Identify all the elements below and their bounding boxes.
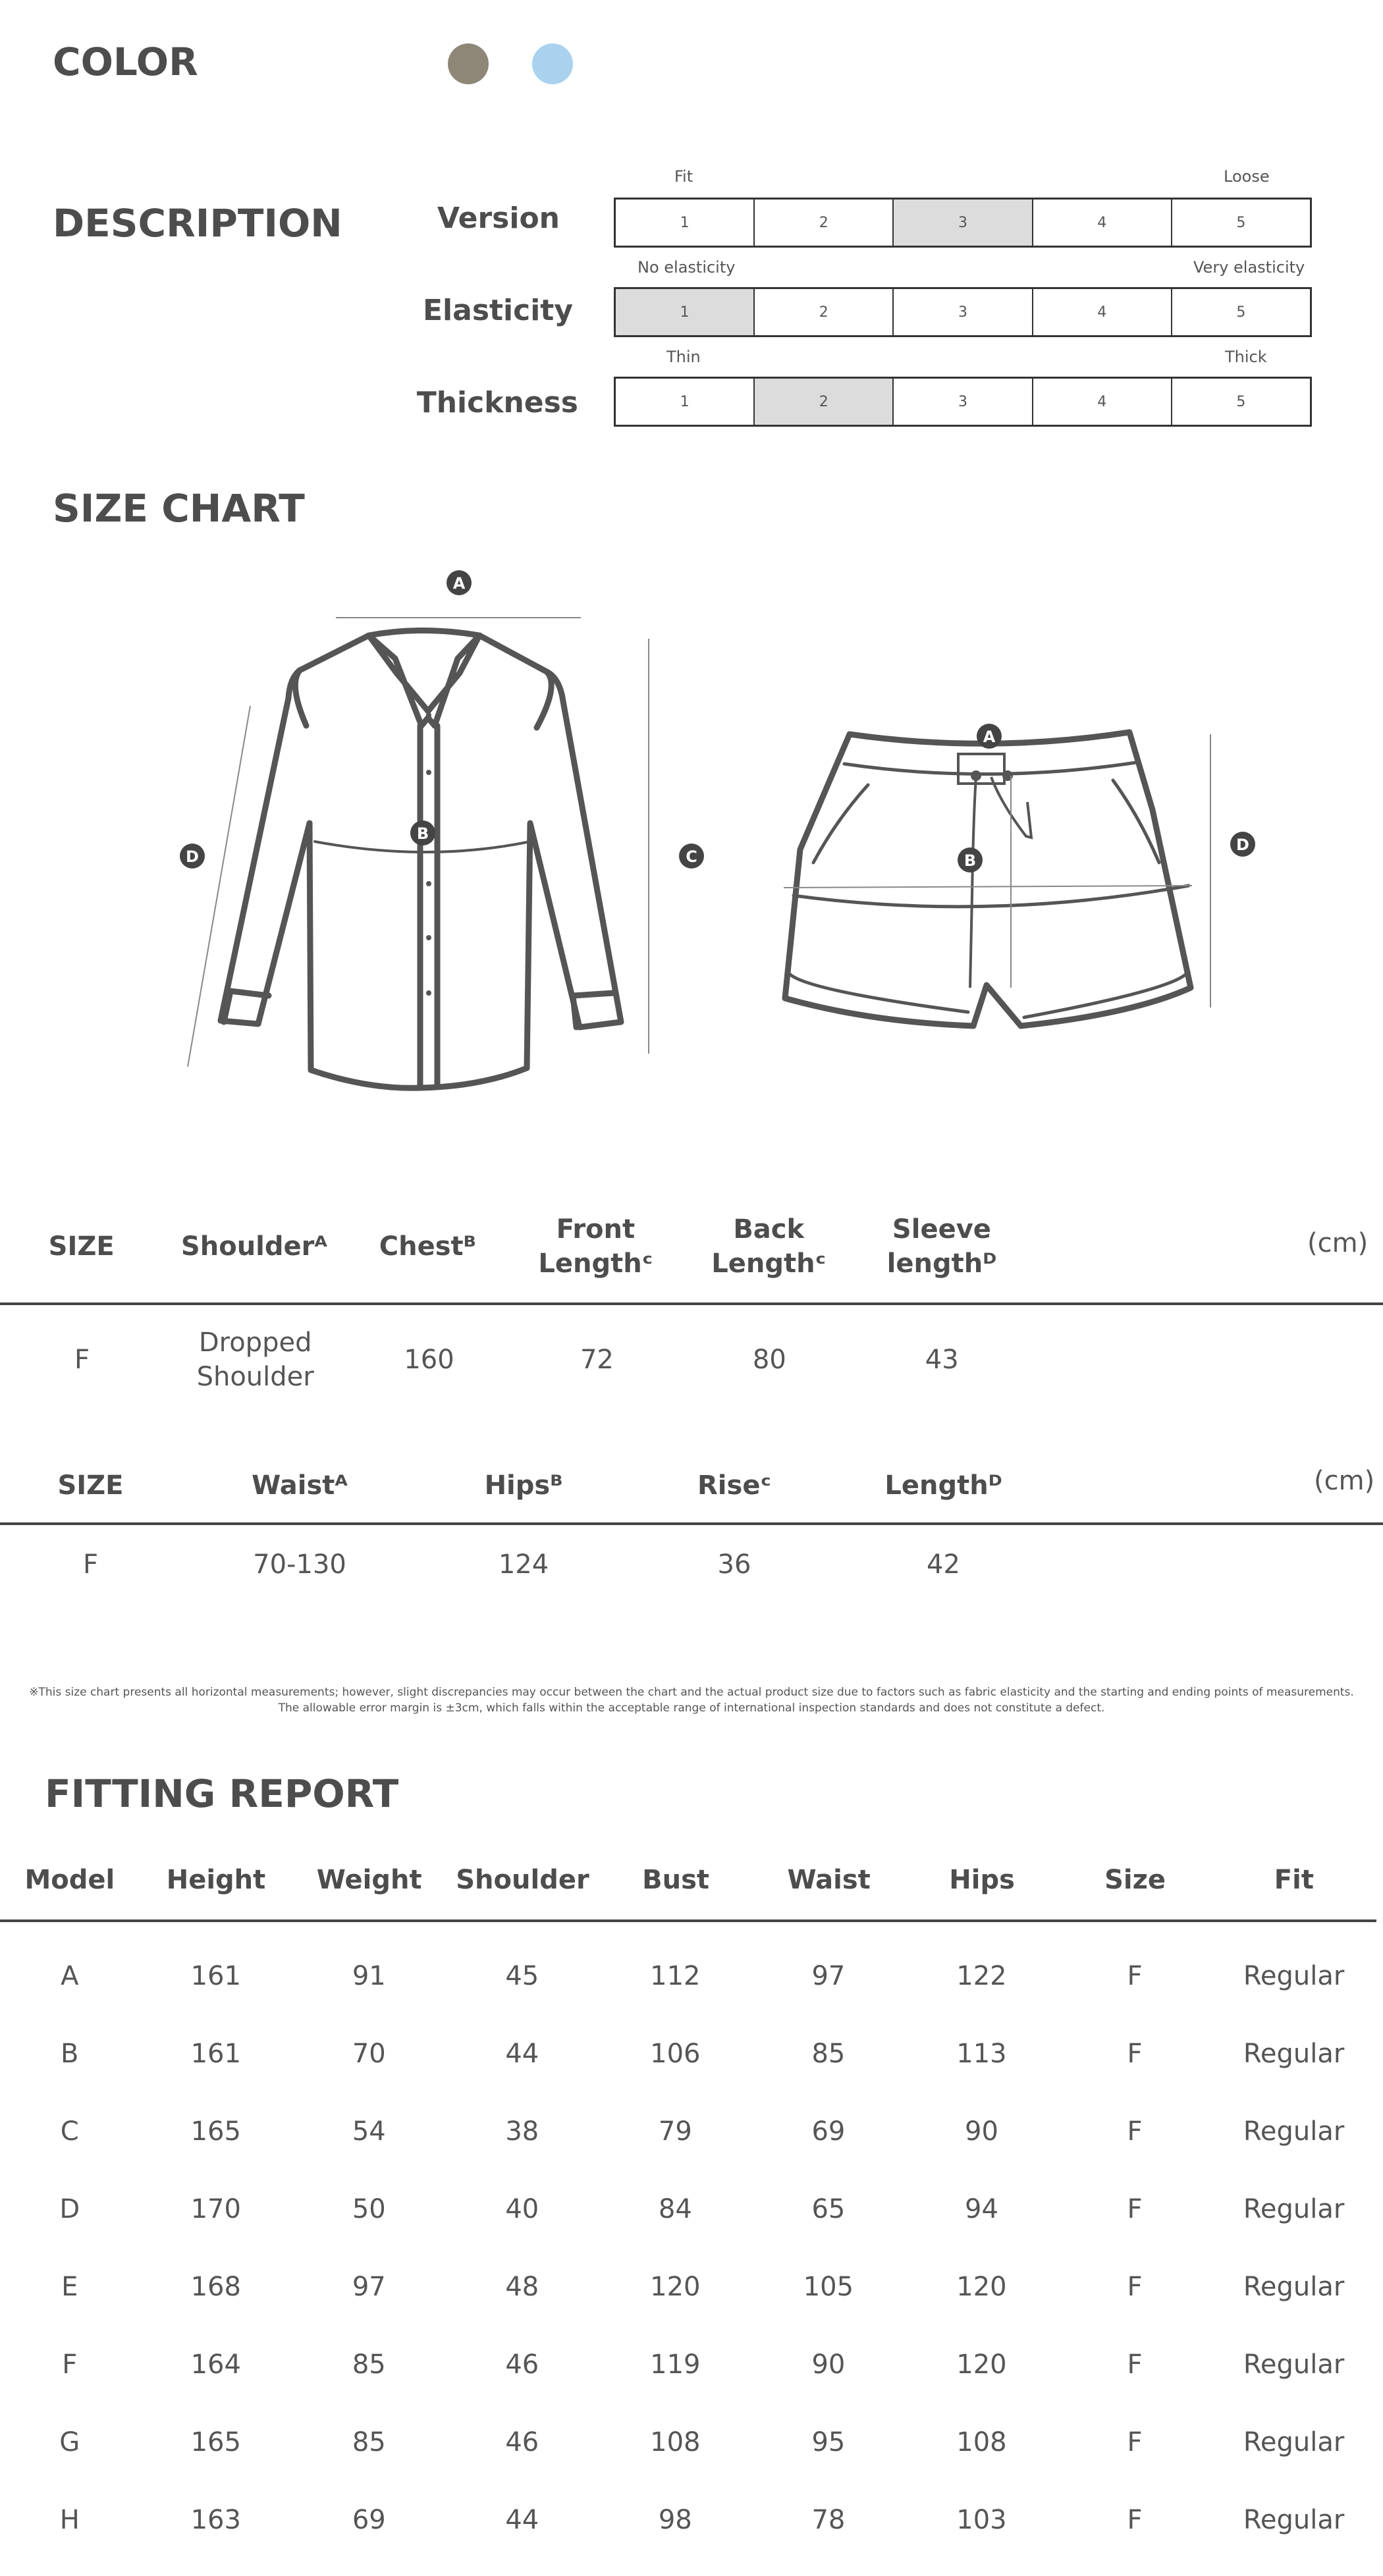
fitting-cell: 84 <box>658 2194 692 2224</box>
fitting-header-cell: Model <box>24 1865 115 1895</box>
top-header-size: SIZE <box>48 1231 115 1262</box>
fitting-cell: 90 <box>965 2116 998 2147</box>
bottom-unit-label: (cm) <box>1314 1466 1375 1496</box>
bottom-size-row <box>0 1545 1047 1584</box>
fitting-cell: Regular <box>1243 2194 1345 2224</box>
elasticity-low-caption: No elasticity <box>637 258 736 277</box>
thickness-label: Thickness <box>416 386 578 419</box>
top-cell-back-length: 80 <box>752 1345 786 1375</box>
fitting-cell: Regular <box>1243 2427 1345 2457</box>
fitting-table <box>0 1937 1376 2559</box>
top-header-shoulder: Shoulderᴬ <box>180 1231 327 1262</box>
top-size-table <box>0 1212 1027 1281</box>
bottom-header-hips: Hipsᴮ <box>484 1470 563 1501</box>
scale-cell: 3 <box>894 289 1033 335</box>
fitting-cell: F <box>62 2349 78 2380</box>
version-scale <box>614 198 1312 248</box>
scale-cell: 2 <box>755 289 894 335</box>
fitting-cell: 79 <box>658 2116 692 2147</box>
fitting-header <box>0 1858 1376 1902</box>
svg-text:D: D <box>1236 836 1249 854</box>
fitting-cell: 164 <box>190 2349 241 2380</box>
fitting-cell: F <box>1127 2194 1143 2224</box>
fitting-cell: F <box>1127 2039 1143 2069</box>
elasticity-scale <box>614 287 1312 337</box>
fitting-cell: 112 <box>650 1961 701 1991</box>
fitting-cell: 106 <box>650 2039 701 2069</box>
fitting-cell: Regular <box>1243 2116 1345 2147</box>
fitting-header-cell: Hips <box>949 1865 1015 1895</box>
bottom-size-table <box>0 1466 1047 1505</box>
fitting-cell: 44 <box>505 2505 539 2535</box>
scale-cell: 1 <box>616 289 755 335</box>
fitting-cell: 48 <box>505 2272 539 2302</box>
fitting-header-cell: Bust <box>642 1865 710 1895</box>
color-swatch-taupe[interactable] <box>448 43 489 84</box>
fitting-cell: 161 <box>190 2039 241 2069</box>
marker-d-shirt-icon <box>180 844 205 869</box>
fitting-cell: 103 <box>956 2505 1007 2535</box>
scale-cell: 1 <box>616 379 755 425</box>
elasticity-high-caption: Very elasticity <box>1193 258 1305 277</box>
fitting-cell: E <box>61 2272 78 2302</box>
top-cell-shoulder: Dropped Shoulder <box>196 1328 314 1392</box>
fitting-cell: F <box>1127 2349 1143 2380</box>
fitting-cell: 40 <box>505 2194 539 2224</box>
version-low-caption: Fit <box>674 167 693 186</box>
fitting-table-rule <box>0 1919 1376 1922</box>
bottom-cell-hips: 124 <box>498 1549 549 1580</box>
fitting-cell: 38 <box>505 2116 539 2147</box>
fitting-cell: 46 <box>505 2349 539 2380</box>
fitting-cell: 44 <box>505 2039 539 2069</box>
fitting-cell: F <box>1127 2272 1143 2302</box>
color-title: COLOR <box>53 40 198 84</box>
fitting-cell: H <box>59 2505 80 2535</box>
bottom-header-waist: Waistᴬ <box>252 1470 348 1501</box>
bottom-cell-waist: 70-130 <box>253 1549 346 1580</box>
fitting-cell: Regular <box>1243 1961 1345 1991</box>
fitting-cell: 90 <box>811 2349 846 2380</box>
svg-text:D: D <box>186 847 199 866</box>
scale-cell: 2 <box>755 200 894 246</box>
thickness-high-caption: Thick <box>1225 348 1267 366</box>
fitting-header-cell: Size <box>1104 1865 1166 1895</box>
shorts-illustration <box>785 732 1191 1026</box>
fitting-cell: F <box>1127 2116 1143 2147</box>
marker-b-shorts-icon <box>958 847 983 872</box>
fitting-cell: B <box>61 2039 79 2069</box>
fitting-header-cell: Weight <box>316 1865 422 1895</box>
svg-text:B: B <box>416 824 429 843</box>
bottom-header-length: Lengthᴰ <box>884 1470 1002 1501</box>
top-header-sleeve-length: Sleeve lengthᴰ <box>886 1214 997 1279</box>
size-note-line-2: The allowable error margin is ±3cm, which falls within the acceptable range of international inspection standards and does not constitute a defect. <box>278 1702 1105 1715</box>
thickness-low-caption: Thin <box>666 348 701 366</box>
svg-text:B: B <box>963 851 977 870</box>
elasticity-label: Elasticity <box>422 294 573 327</box>
fitting-cell: D <box>59 2194 80 2224</box>
table-row <box>0 2326 1376 2403</box>
fitting-cell: A <box>61 1961 79 1991</box>
fitting-cell: 170 <box>190 2194 241 2224</box>
scale-cell: 4 <box>1033 289 1172 335</box>
fitting-cell: 168 <box>190 2272 241 2302</box>
svg-text:A: A <box>983 728 996 746</box>
top-cell-size: F <box>74 1345 90 1375</box>
fitting-cell: 120 <box>650 2272 701 2302</box>
fitting-cell: 65 <box>811 2194 846 2224</box>
bottom-header-rise: Riseᶜ <box>697 1470 771 1501</box>
shirt-buttons <box>426 712 431 996</box>
fitting-cell: Regular <box>1243 2272 1345 2302</box>
fitting-header-cell: Shoulder <box>456 1865 589 1895</box>
size-chart-title: SIZE CHART <box>53 486 305 531</box>
fitting-cell: 97 <box>352 2272 386 2302</box>
fitting-cell: 91 <box>352 1961 386 1991</box>
table-row <box>0 2170 1376 2248</box>
top-cell-chest: 160 <box>404 1345 454 1375</box>
bottom-cell-length: 42 <box>927 1549 960 1580</box>
fitting-cell: 85 <box>352 2349 386 2380</box>
thickness-scale <box>614 377 1312 427</box>
fitting-cell: 70 <box>352 2039 386 2069</box>
marker-a-shorts-icon <box>977 724 1002 749</box>
top-unit-label: (cm) <box>1307 1228 1369 1258</box>
bottom-cell-rise: 36 <box>717 1549 751 1580</box>
bottom-cell-size: F <box>82 1549 98 1580</box>
fitting-cell: Regular <box>1243 2505 1345 2535</box>
fitting-cell: 85 <box>811 2039 846 2069</box>
table-row <box>0 2248 1376 2326</box>
marker-d-shorts-icon <box>1230 832 1255 857</box>
scale-cell: 4 <box>1033 379 1172 425</box>
table-row <box>0 2015 1376 2093</box>
garment-diagrams <box>0 553 1383 1093</box>
scale-cell: 5 <box>1236 304 1246 321</box>
shirt-illustration <box>221 631 621 1088</box>
version-label: Version <box>437 201 560 235</box>
scale-cell: 4 <box>1033 200 1172 246</box>
fitting-cell: 163 <box>190 2505 241 2535</box>
fitting-cell: 85 <box>352 2427 386 2457</box>
scale-cell: 3 <box>894 379 1033 425</box>
version-high-caption: Loose <box>1224 167 1270 186</box>
fitting-cell: 165 <box>190 2116 241 2147</box>
size-note-line-1: ※This size chart presents all horizontal measurements; however, slight discrepancies may occur between the chart and the actual product size due to factors such as fabric elasticity and the starting and ending points of measurements. <box>29 1686 1354 1699</box>
table-row <box>0 2403 1376 2481</box>
top-size-row <box>0 1324 1027 1396</box>
fitting-cell: G <box>59 2427 80 2457</box>
table-row <box>0 2093 1376 2170</box>
fitting-cell: 69 <box>352 2505 386 2535</box>
fitting-cell: F <box>1127 2427 1143 2457</box>
fitting-cell: 120 <box>956 2349 1007 2380</box>
top-header-front-length: Front Lengthᶜ <box>538 1214 653 1279</box>
fitting-cell: 105 <box>803 2272 854 2302</box>
fitting-cell: 98 <box>658 2505 692 2535</box>
scale-cell: 3 <box>894 200 1033 246</box>
fitting-cell: F <box>1127 1961 1143 1991</box>
fitting-cell: 94 <box>965 2194 998 2224</box>
fitting-cell: 108 <box>956 2427 1007 2457</box>
svg-text:A: A <box>452 574 466 593</box>
bottom-table-rule <box>0 1522 1383 1525</box>
marker-b-shirt-icon <box>410 820 435 845</box>
scale-cell: 2 <box>755 379 894 425</box>
table-row <box>0 2481 1376 2559</box>
fitting-header-cell: Waist <box>787 1865 871 1895</box>
marker-c-shirt-icon <box>679 844 704 869</box>
color-swatch-light-blue[interactable] <box>532 43 573 84</box>
fitting-cell: Regular <box>1243 2039 1345 2069</box>
fitting-cell: 45 <box>505 1961 539 1991</box>
fitting-cell: 119 <box>650 2349 701 2380</box>
fitting-header-cell: Height <box>166 1865 266 1895</box>
scale-cell: 5 <box>1236 214 1246 231</box>
top-header-chest: Chestᴮ <box>379 1231 476 1262</box>
scale-cell: 5 <box>1236 393 1246 410</box>
fitting-report-title: FITTING REPORT <box>45 1771 399 1816</box>
top-header-back-length: Back Lengthᶜ <box>711 1214 827 1279</box>
fitting-cell: 108 <box>650 2427 701 2457</box>
fitting-header-cell: Fit <box>1274 1865 1314 1895</box>
fitting-cell: 46 <box>505 2427 539 2457</box>
fitting-cell: F <box>1127 2505 1143 2535</box>
top-cell-front-length: 72 <box>580 1345 614 1375</box>
fitting-cell: 122 <box>956 1961 1007 1991</box>
fitting-cell: 54 <box>352 2116 386 2147</box>
fitting-cell: 95 <box>811 2427 846 2457</box>
bottom-header-size: SIZE <box>57 1470 124 1501</box>
svg-text:C: C <box>686 847 697 866</box>
fitting-cell: 161 <box>190 1961 241 1991</box>
description-title: DESCRIPTION <box>53 201 342 246</box>
marker-a-shirt-icon <box>447 570 472 595</box>
fitting-cell: C <box>60 2116 79 2147</box>
fitting-cell: 97 <box>811 1961 846 1991</box>
scale-cell: 1 <box>616 200 755 246</box>
fitting-cell: 120 <box>956 2272 1007 2302</box>
top-table-rule <box>0 1302 1383 1305</box>
table-row <box>0 1937 1376 2015</box>
fitting-cell: 69 <box>811 2116 846 2147</box>
top-cell-sleeve-length: 43 <box>925 1345 959 1375</box>
fitting-cell: 78 <box>811 2505 846 2535</box>
fitting-cell: Regular <box>1243 2349 1345 2380</box>
fitting-cell: 50 <box>352 2194 386 2224</box>
fitting-cell: 113 <box>956 2039 1007 2069</box>
fitting-cell: 165 <box>190 2427 241 2457</box>
